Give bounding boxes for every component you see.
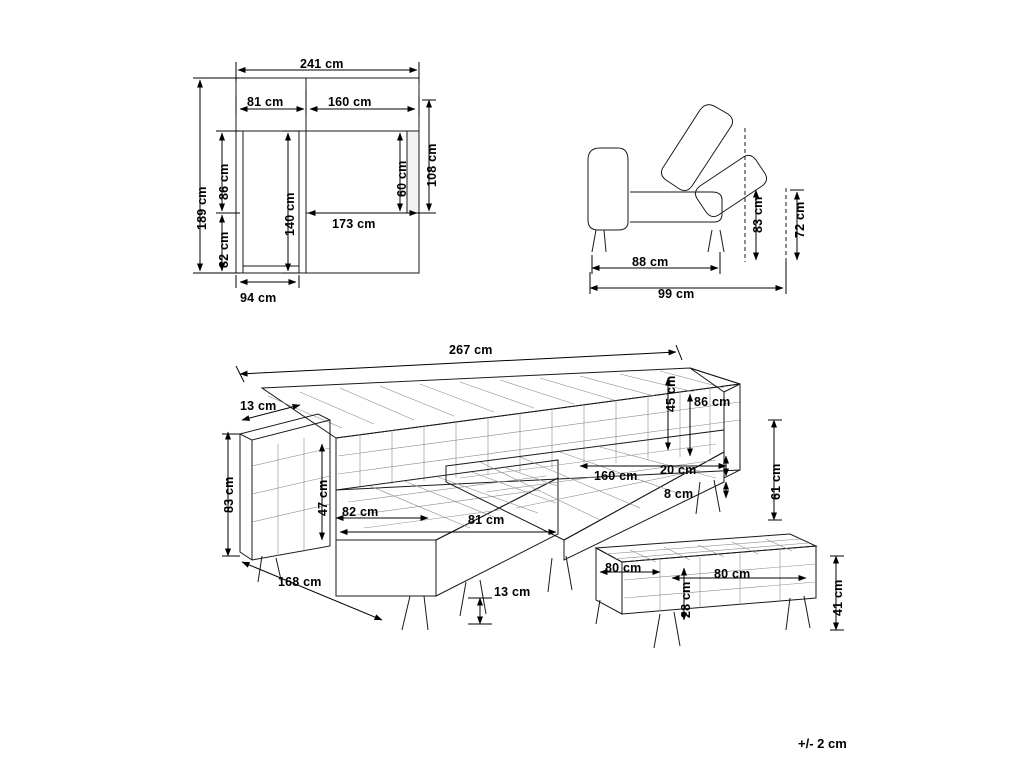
label-persp-86: 86 cm (694, 395, 731, 409)
label-side-88: 88 cm (632, 255, 669, 269)
label-ottoman-41: 41 cm (831, 579, 845, 616)
label-top-173: 173 cm (332, 217, 376, 231)
label-persp-81: 81 cm (468, 513, 505, 527)
label-persp-82: 82 cm (342, 505, 379, 519)
label-top-86: 86 cm (217, 163, 231, 200)
label-top-81: 81 cm (247, 95, 284, 109)
label-persp-61: 61 cm (769, 463, 783, 500)
label-ottoman-28: 28 cm (679, 581, 693, 618)
label-persp-20: 20 cm (660, 463, 697, 477)
label-persp-13: 13 cm (240, 399, 277, 413)
label-persp-47: 47 cm (316, 479, 330, 516)
label-top-108: 108 cm (425, 143, 439, 187)
label-persp-leg-13: 13 cm (494, 585, 531, 599)
label-ottoman-80-width: 80 cm (714, 567, 751, 581)
label-persp-160: 160 cm (594, 469, 638, 483)
tolerance-note: +/- 2 cm (798, 736, 847, 751)
label-ottoman-80-depth: 80 cm (605, 561, 642, 575)
label-persp-168: 168 cm (278, 575, 322, 589)
label-side-83: 83 cm (751, 196, 765, 233)
label-top-60: 60 cm (395, 160, 409, 197)
label-top-82: 82 cm (217, 231, 231, 268)
label-top-140: 140 cm (283, 192, 297, 236)
label-persp-45: 45 cm (664, 375, 678, 412)
label-side-72: 72 cm (793, 201, 807, 238)
label-persp-83: 83 cm (222, 476, 236, 513)
label-top-241: 241 cm (300, 57, 344, 71)
label-persp-267: 267 cm (449, 343, 493, 357)
label-top-189: 189 cm (195, 186, 209, 230)
label-side-99: 99 cm (658, 287, 695, 301)
label-top-160: 160 cm (328, 95, 372, 109)
side-view-dimensions (590, 190, 804, 294)
label-persp-8: 8 cm (664, 487, 694, 501)
label-top-94: 94 cm (240, 291, 277, 305)
